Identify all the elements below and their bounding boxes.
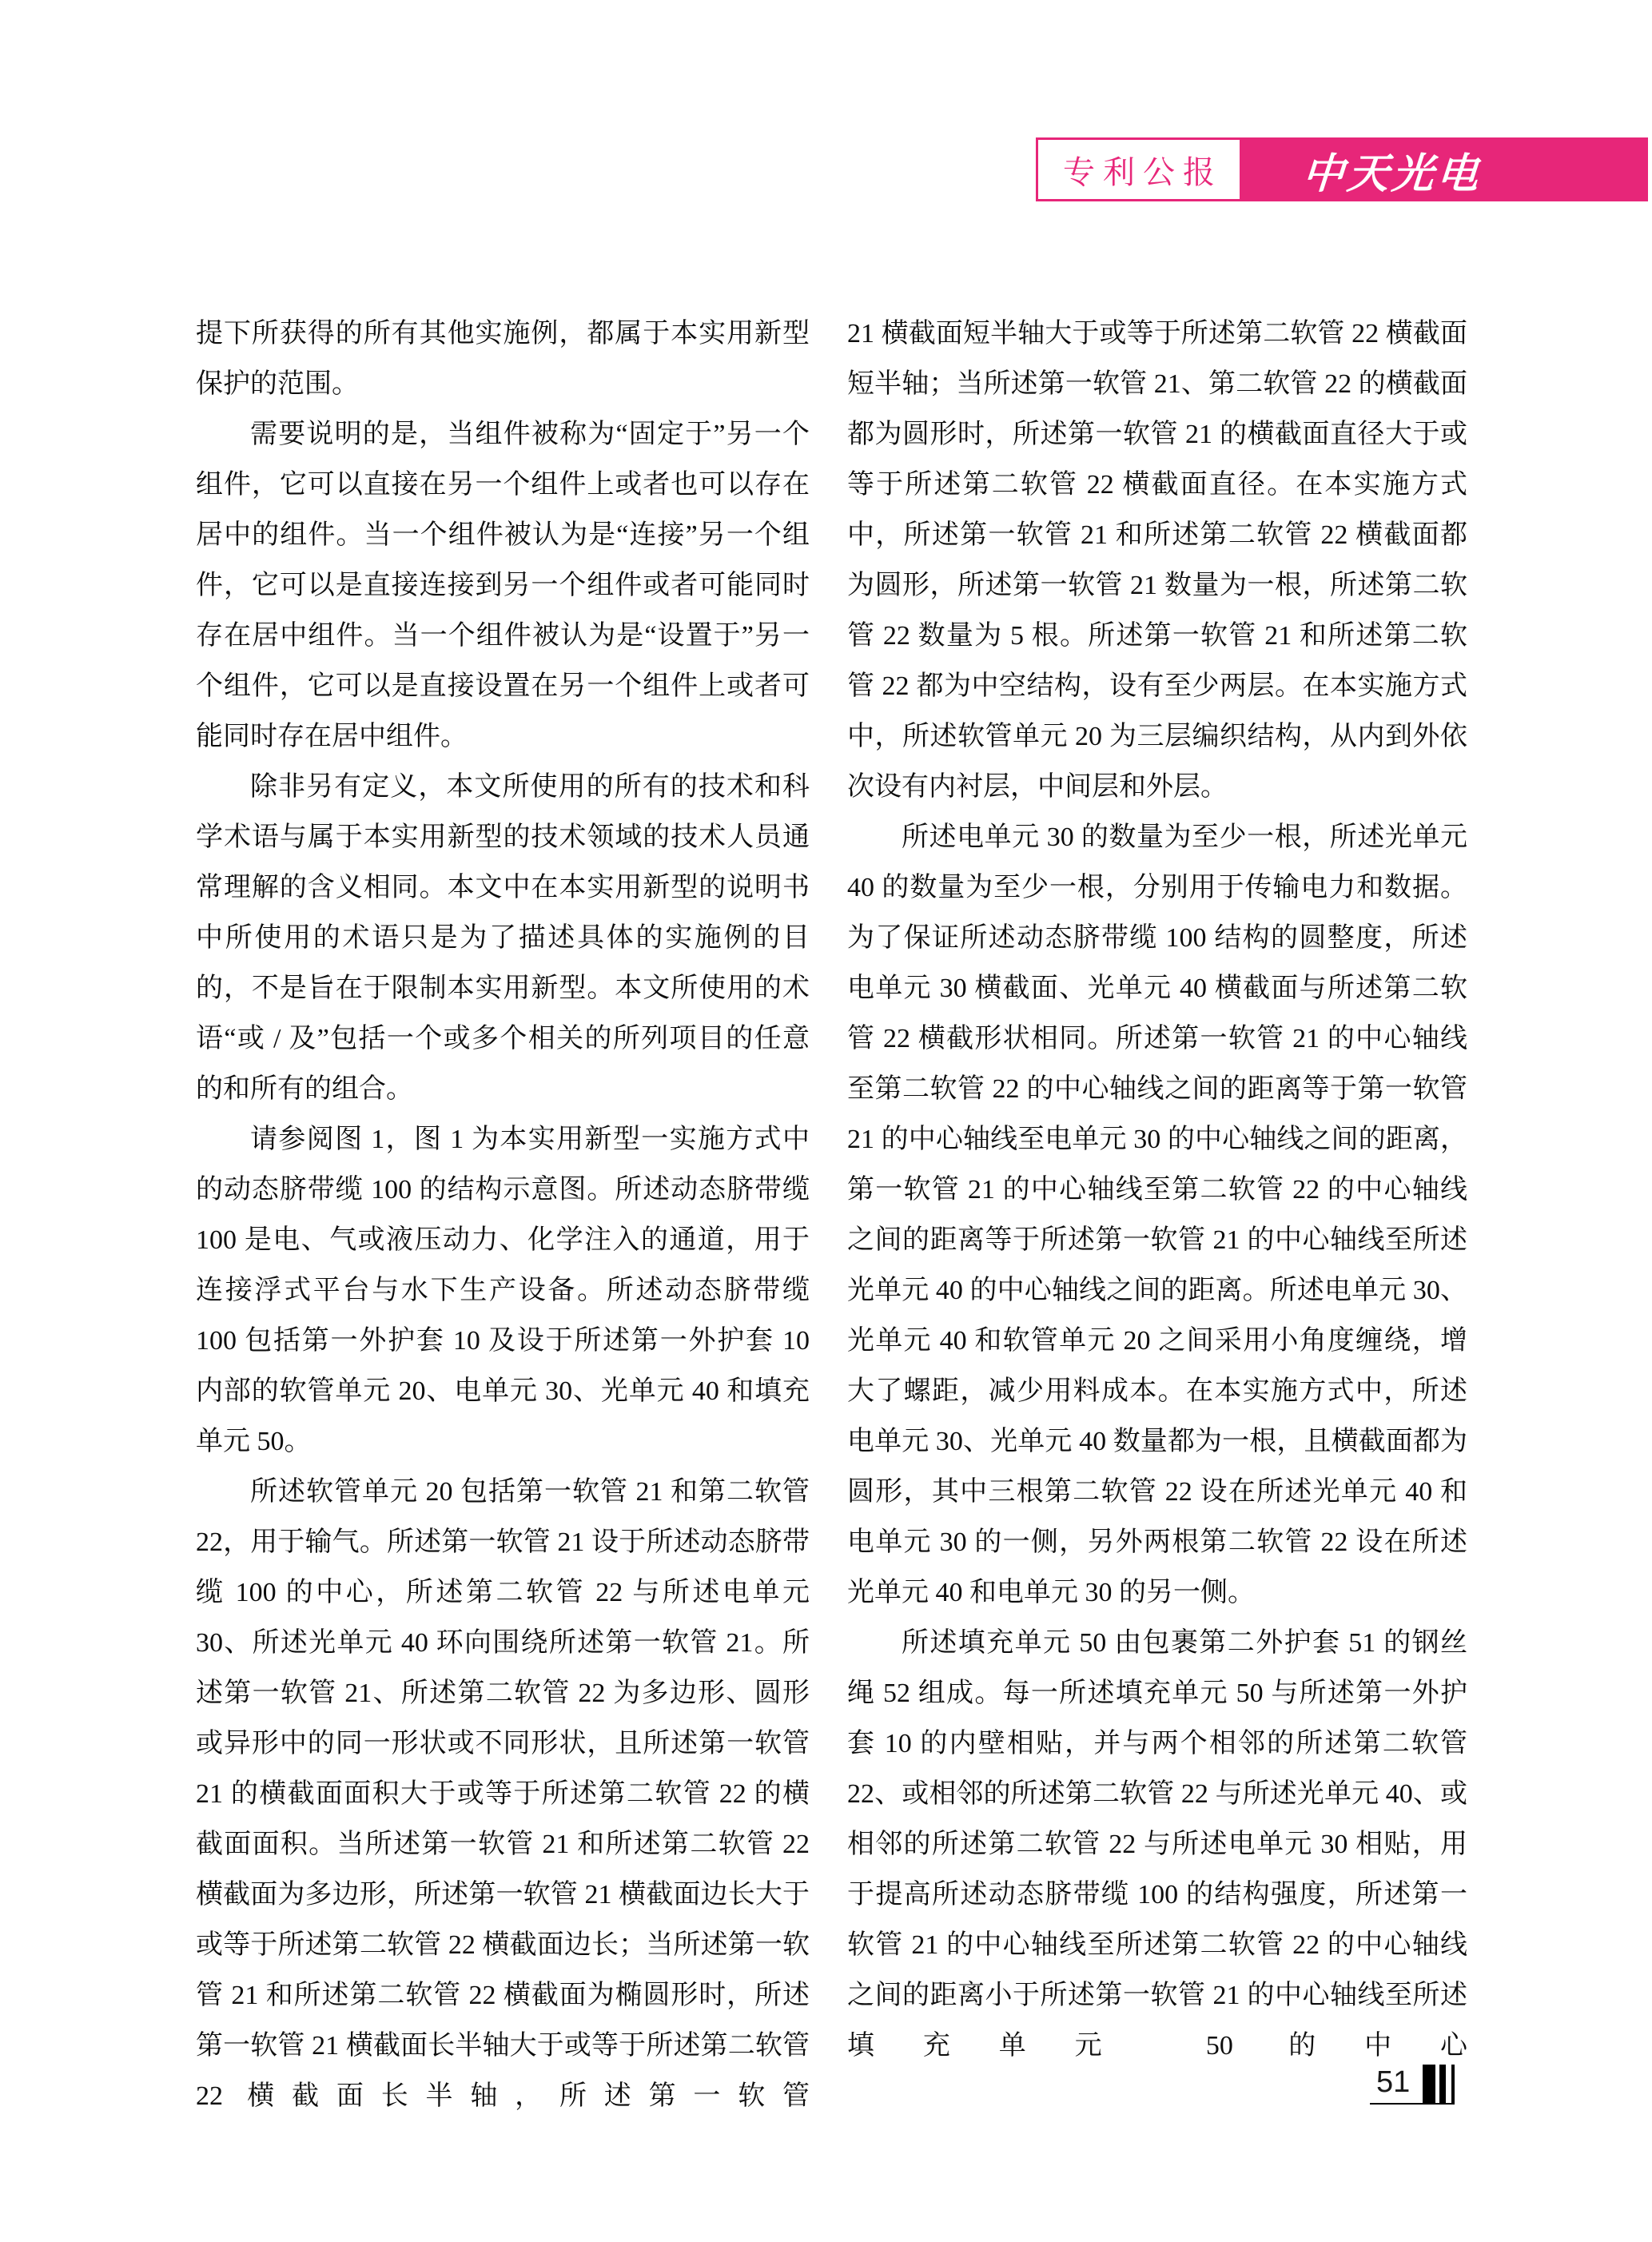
page-marker-bar-icon bbox=[1451, 2065, 1455, 2105]
page-marker-bar-icon bbox=[1423, 2065, 1435, 2105]
body-paragraph: 所述填充单元 50 由包裹第二外护套 51 的钢丝绳 52 组成。每一所述填充单元 50 与所述第一外护套 10 的内壁相贴，并与两个相邻的所述第二软管 22、或相邻的所述第二软管 22 与所述光单元 40、或相邻的所述第二软管 22 与所述电单元 30 相贴，用于提高所述动态脐带缆 100 的结构强度，所述第一软管 21 的中心轴线至所述第二软管 22 的中心轴线之间的距离小于所述第一软管 21 的中心轴线至所述填充单元 50 的中心 bbox=[847, 1628, 1467, 2061]
page-marker-bar-icon bbox=[1439, 2065, 1446, 2105]
body-paragraph: 所述电单元 30 的数量为至少一根，所述光单元 40 的数量为至少一根，分别用于传输电力和数据。为了保证所述动态脐带缆 100 结构的圆整度，所述电单元 30 横截面、光单元 40 横截面与所述第二软管 22 横截形状相同。所述第一软管 21 的中心轴线至第二软管 22 的中心轴线之间的距离等于第一软管 21 的中心轴线至电单元 30 的中心轴线之间的距离，第一软管 21 的中心轴线至第二软管 22 的中心轴线之间的距离等于所述第一软管 21 的中心轴线至所述光单元 40 的中心轴线之间的距离。所述电单元 30、光单元 40 和软管单元 20 之间采用小角度缠绕，增大了螺距，减少用料成本。在本实施方式中，所述电单元 30、光单元 40 数量都为一根，且横截面都为圆形，其中三根第二软管 22 设在所述光单元 40 和电单元 30 的一侧，另外两根第二软管 22 设在所述光单元 40 和电单元 30 的另一侧。 bbox=[847, 822, 1467, 1607]
brand-bar bbox=[1242, 137, 1648, 201]
right-column bbox=[847, 309, 1467, 2071]
brand-logo: 中天光电 bbox=[1300, 149, 1483, 198]
body-paragraph: 请参阅图 1，图 1 为本实用新型一实施方式中的动态脐带缆 100 的结构示意图。所述动态脐带缆 100 是电、气或液压动力、化学注入的通道，用于连接浮式平台与水下生产设备。所述动态脐带缆 100 包括第一外护套 10 及设于所述第一外护套 10 内部的软管单元 20、电单元 30、光单元 40 和填充单元 50。 bbox=[196, 1125, 810, 1456]
page-number: 51 bbox=[1376, 2065, 1411, 2099]
body-paragraph: 除非另有定义，本文所使用的所有的技术和科学术语与属于本实用新型的技术领域的技术人员通常理解的含义相同。本文中在本实用新型的说明书中所使用的术语只是为了描述具体的实施例的目的，不是旨在于限制本实用新型。本文所使用的术语“或 / 及”包括一个或多个相关的所列项目的任意的和所有的组合。 bbox=[196, 772, 810, 1104]
left-column bbox=[196, 309, 810, 2121]
body-paragraph: 提下所获得的所有其他实施例，都属于本实用新型保护的范围。 bbox=[196, 319, 810, 399]
body-paragraph: 需要说明的是，当组件被称为“固定于”另一个组件，它可以直接在另一个组件上或者也可以存在居中的组件。当一个组件被认为是“连接”另一个组件，它可以是直接连接到另一个组件或者可能同时存在居中组件。当一个组件被认为是“设置于”另一个组件，它可以是直接设置在另一个组件上或者可能同时存在居中组件。 bbox=[196, 420, 810, 751]
body-paragraph: 21 横截面短半轴大于或等于所述第二软管 22 横截面短半轴；当所述第一软管 21、第二软管 22 的横截面都为圆形时，所述第一软管 21 的横截面直径大于或等于所述第二软管 22 横截面直径。在本实施方式中，所述第一软管 21 和所述第二软管 22 横截面都为圆形，所述第一软管 21 数量为一根，所述第二软管 22 数量为 5 根。所述第一软管 21 和所述第二软管 22 都为中空结构，设有至少两层。在本实施方式中，所述软管单元 20 为三层编织结构，从内到外依次设有内衬层，中间层和外层。 bbox=[847, 319, 1467, 802]
gazette-label-box bbox=[1036, 137, 1242, 201]
body-paragraph: 所述软管单元 20 包括第一软管 21 和第二软管 22，用于输气。所述第一软管 21 设于所述动态脐带缆 100 的中心，所述第二软管 22 与所述电单元 30、所述光单元 40 环向围绕所述第一软管 21。所述第一软管 21、所述第二软管 22 为多边形、圆形或异形中的同一形状或不同形状，且所述第一软管 21 的横截面面积大于或等于所述第二软管 22 的横截面面积。当所述第一软管 21 和所述第二软管 22 横截面为多边形，所述第一软管 21 横截面边长大于或等于所述第二软管 22 横截面边长；当所述第一软管 21 和所述第二软管 22 横截面为椭圆形时，所述第一软管 21 横截面长半轴大于或等于所述第二软管 22 横截面长半轴，所述第一软管 bbox=[196, 1477, 810, 2111]
gazette-label: 专利公报 bbox=[1063, 154, 1223, 190]
